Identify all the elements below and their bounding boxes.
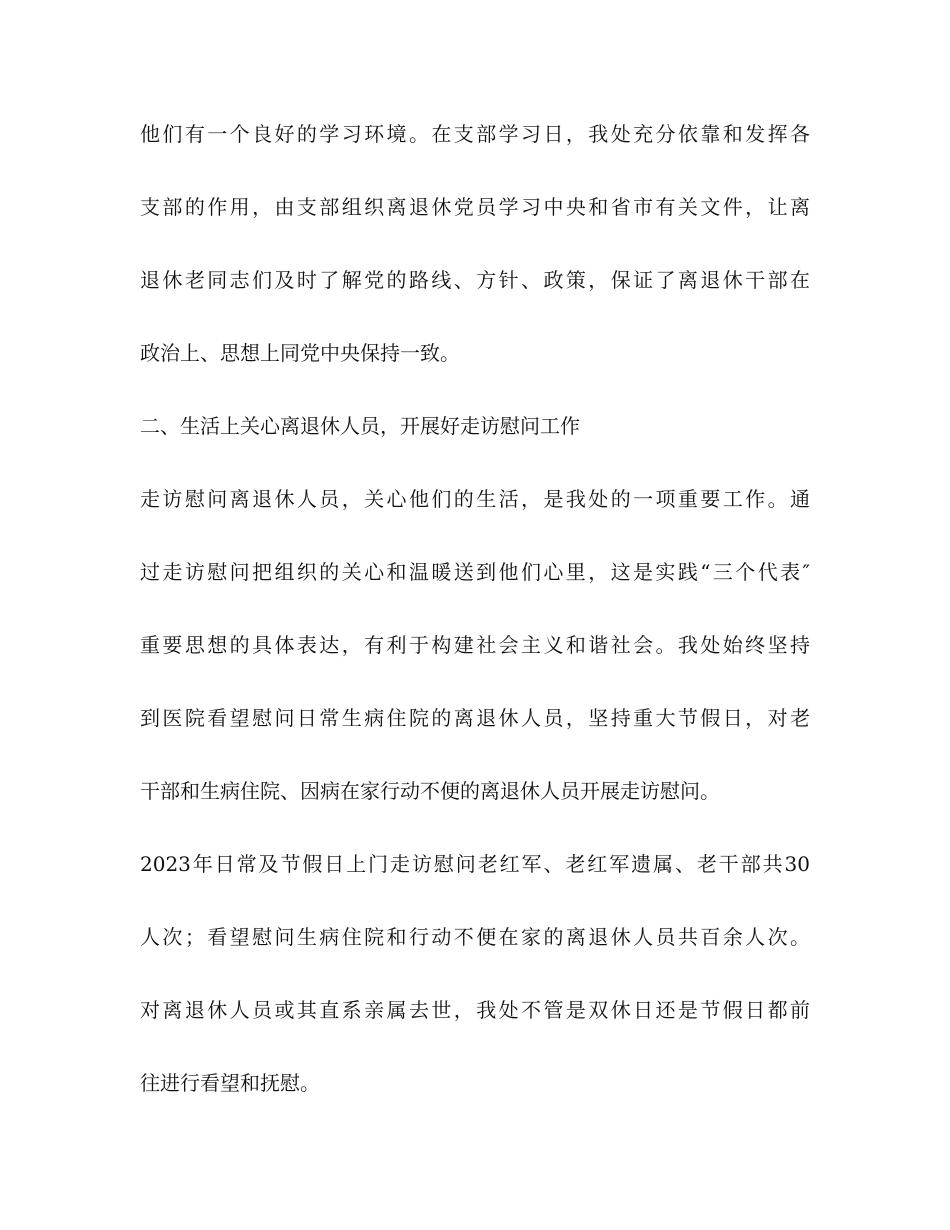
text-line: 干部和生病住院、因病在家行动不便的离退休人员开展走访慰问。 — [140, 779, 720, 803]
text-line: 对离退休人员或其直系亲属去世，我处不管是双休日还是节假日都前 — [140, 998, 810, 1022]
text-line: 到医院看望慰问日常生病住院的离退休人员，坚持重大节假日，对老 — [140, 706, 810, 730]
text-line: 过走访慰问把组织的关心和温暖送到他们心里，这是实践“三个代表″ — [140, 560, 810, 584]
text-line: 2023年日常及节假日上门走访慰问老红军、老红军遗属、老干部共30 — [140, 852, 810, 876]
text-line: 重要思想的具体表达，有利于构建社会主义和谐社会。我处始终坚持 — [140, 633, 810, 657]
text-line: 政治上、思想上同党中央保持一致。 — [140, 341, 460, 365]
text-line: 他们有一个良好的学习环境。在支部学习日，我处充分依靠和发挥各 — [140, 122, 810, 146]
section-heading: 二、生活上关心离退休人员，开展好走访慰问工作 — [140, 414, 580, 438]
text-line: 人次；看望慰问生病住院和行动不便在家的离退休人员共百余人次。 — [140, 925, 810, 949]
text-line: 支部的作用，由支部组织离退休党员学习中央和省市有关文件，让离 — [140, 195, 810, 219]
text-line: 往进行看望和抚慰。 — [140, 1071, 320, 1095]
text-line: 走访慰问离退休人员，关心他们的生活，是我处的一项重要工作。通 — [140, 487, 810, 511]
text-line: 退休老同志们及时了解党的路线、方针、政策，保证了离退休干部在 — [140, 268, 810, 292]
document-body — [140, 122, 810, 1095]
